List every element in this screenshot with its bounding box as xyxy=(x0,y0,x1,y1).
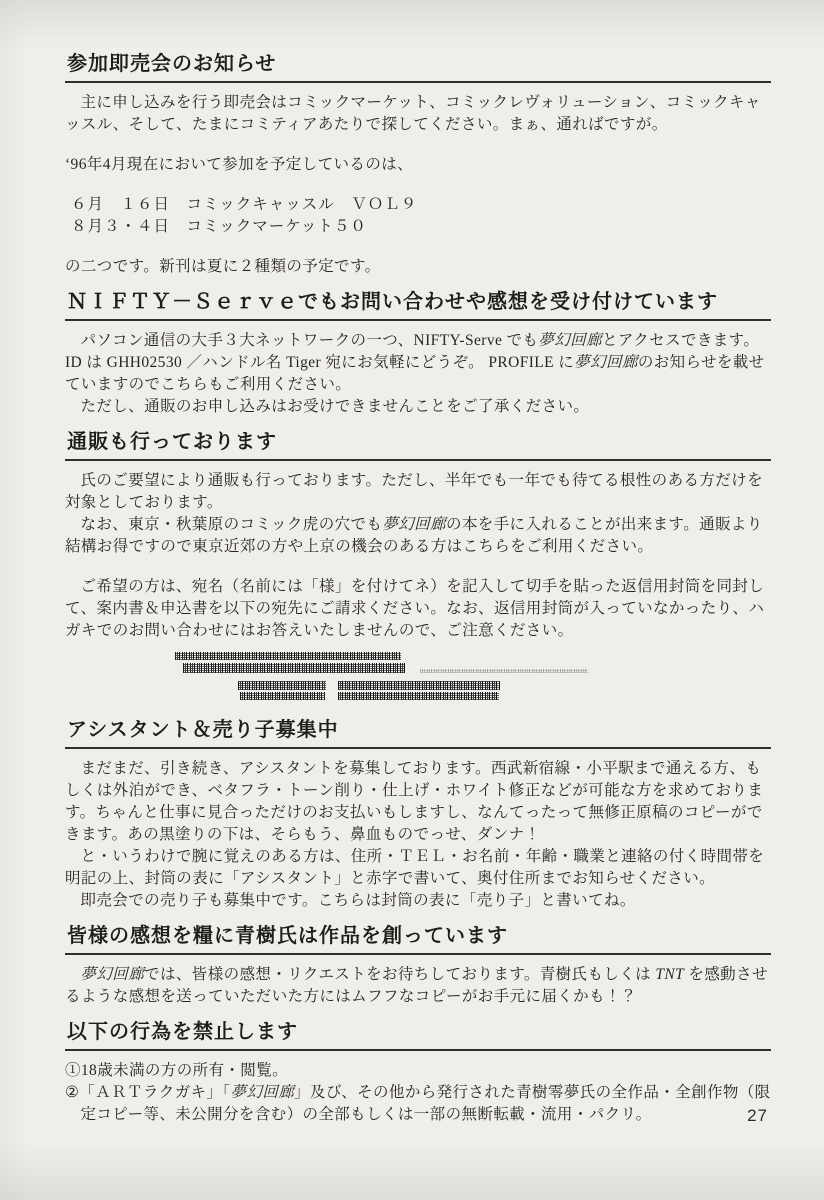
paragraph xyxy=(65,846,771,890)
paragraph xyxy=(65,330,771,396)
text-segment: TNT xyxy=(655,966,685,983)
paragraph xyxy=(65,514,771,558)
text-segment: ８月３・４日 コミックマーケット５０ xyxy=(71,218,367,235)
text-segment: ①18歳未満の方の所有・閲覧。 xyxy=(65,1062,289,1079)
text-segment: では、皆様の感想・リクエストをお待ちしております。青樹氏もしくは xyxy=(144,966,656,983)
text-line xyxy=(65,154,771,176)
text-line xyxy=(65,1060,771,1082)
section-heading: 通販も行っております xyxy=(65,430,771,461)
redacted-text-line xyxy=(420,669,588,673)
paragraph-gap xyxy=(65,176,771,194)
section-heading: アシスタント＆売り子募集中 xyxy=(65,718,771,749)
text-segment: 夢幻回廊 xyxy=(538,332,602,349)
paragraph xyxy=(65,890,771,912)
redacted-text-line xyxy=(338,681,500,690)
text-segment: 」及び、その他から発行された青樹零夢氏の全作品・全創作物（限定コピー等、未公開分を含む）の全部もしくは一部の無断転載・流用・パクリ。 xyxy=(80,1084,771,1123)
paragraph xyxy=(65,92,771,136)
section-heading: 皆様の感想を糧に青樹氏は作品を創っています xyxy=(65,924,771,955)
section-mail-order xyxy=(65,430,771,706)
section-prohibited xyxy=(65,1020,771,1126)
section-heading: 参加即売会のお知らせ xyxy=(65,52,771,83)
text-segment: コミック虎の穴 xyxy=(239,516,351,533)
text-segment: ただし、通販のお申し込みはお受けできませんことをご了承ください。 xyxy=(80,398,590,415)
text-segment: 、 xyxy=(649,94,666,111)
sections xyxy=(65,52,771,1138)
paragraph-gap xyxy=(65,558,771,576)
text-segment: と・いうわけで腕に覚えのある方は、住所・ＴＥＬ・お名前・年齢・職業と連絡の付く時間帯を明記の上、封筒の表に「アシスタント」と赤字で書いて、奥付住所までお知らせください。 xyxy=(65,848,765,887)
text-segment: 夢幻回廊 xyxy=(382,516,446,533)
text-segment: コミックキャッスル xyxy=(65,94,761,133)
redacted-text-line xyxy=(338,692,499,700)
text-segment: コミティア xyxy=(239,116,318,133)
redacted-address-block xyxy=(173,650,633,706)
text-segment: ６月 １６日 コミックキャッスル ＶＯＬ９ xyxy=(71,196,418,213)
text-segment: 氏のご要望により通販も行っております。ただし、半年でも一年でも待てる根性のある方だけを対象としております。 xyxy=(65,472,763,511)
redacted-text-line xyxy=(175,652,401,660)
text-segment: とアクセスできます。ID は GHH02530 ／ハンドル名 Tiger 宛にお気軽にどうぞ。 PROFILE に xyxy=(65,332,760,371)
text-segment: コミックレヴォリューション xyxy=(445,94,650,111)
text-segment: まだまだ、引き続き、アシスタントを募集しております。西武新宿線・小平駅まで通える方、もしくは外泊ができ、ベタフラ・トーン削り・仕上げ・ホワイト修正などが可能な方を求めております。ちゃんと仕事に見合っただけのお支払いもしますし、なんてったって無修正原稿のコピーができます。あの黒塗りの下は、そらもう、鼻血ものでっせ、ダンナ！ xyxy=(65,760,764,843)
text-line xyxy=(65,256,771,278)
list-item xyxy=(65,1082,771,1126)
text-segment: ご希望の方は、宛名（名前には「様」を付けてネ）を記入して切手を貼った返信用封筒を同封して、案内書＆申込書を以下の宛先にご請求ください。なお、返信用封筒が入っていなかったり、ハガキでのお問い合わせにはお答えいたしませんので、ご注意ください。 xyxy=(65,578,765,639)
section-heading: ＮＩＦＴＹ－Ｓｅｒｖｅでもお問い合わせや感想を受け付けています xyxy=(65,290,771,321)
section-nifty-serve xyxy=(65,290,771,418)
paragraph xyxy=(65,396,771,418)
paragraph-gap xyxy=(65,136,771,154)
section-events xyxy=(65,52,771,278)
section-heading: 以下の行為を禁止します xyxy=(65,1020,771,1051)
event-date-line xyxy=(65,194,771,216)
redacted-text-line xyxy=(238,681,326,690)
paragraph xyxy=(65,470,771,514)
page-number: 27 xyxy=(747,1106,768,1125)
text-segment: 夢幻回廊 xyxy=(230,1084,295,1101)
text-segment: の本を手に入れることが出来ます。通販より結構お得ですので東京近郊の方や上京の機会のある方はこちらをご利用ください。 xyxy=(65,516,763,555)
text-segment: なお、東京・秋葉原の xyxy=(80,516,240,533)
event-date-line xyxy=(65,216,771,238)
text-segment: コミックマーケット xyxy=(287,94,430,111)
text-segment: の二つです。新刊は夏に２種類の予定です。 xyxy=(65,258,381,275)
text-segment: ②「ＡＲＴラクガキ」「 xyxy=(65,1084,231,1101)
text-segment: のお知らせを載せていますのでこちらもご利用ください。 xyxy=(65,354,765,393)
redacted-text-line xyxy=(183,663,405,673)
text-segment: でも xyxy=(350,516,383,533)
text-segment: を感動させるような感想を送っていただいた方にはムフフなコピーがお手元に届くかも！？ xyxy=(65,966,768,1005)
text-segment: ‘96年4月現在において参加を予定しているのは、 xyxy=(65,156,414,173)
text-segment: 、 xyxy=(429,94,446,111)
redacted-text-line xyxy=(240,692,325,700)
paragraph xyxy=(65,964,771,1008)
text-segment: 夢幻回廊 xyxy=(574,354,638,371)
text-segment: 即売会での売り子も募集中です。こちらは封筒の表に「売り子」と書いてね。 xyxy=(80,892,636,909)
paragraph-gap xyxy=(65,238,771,256)
text-segment: 主に申し込みを行う即売会は xyxy=(80,94,288,111)
text-segment: あたりで探してください。まぁ、通ればですが。 xyxy=(317,116,668,133)
text-segment: パソコン通信の大手３大ネットワークの一つ、NIFTY-Serve でも xyxy=(80,332,539,349)
section-feedback xyxy=(65,924,771,1008)
paragraph xyxy=(65,576,771,642)
section-assistant-recruiting xyxy=(65,718,771,912)
text-segment: 夢幻回廊 xyxy=(80,966,145,983)
paragraph xyxy=(65,758,771,846)
text-segment: 、そして、たまに xyxy=(112,116,240,133)
